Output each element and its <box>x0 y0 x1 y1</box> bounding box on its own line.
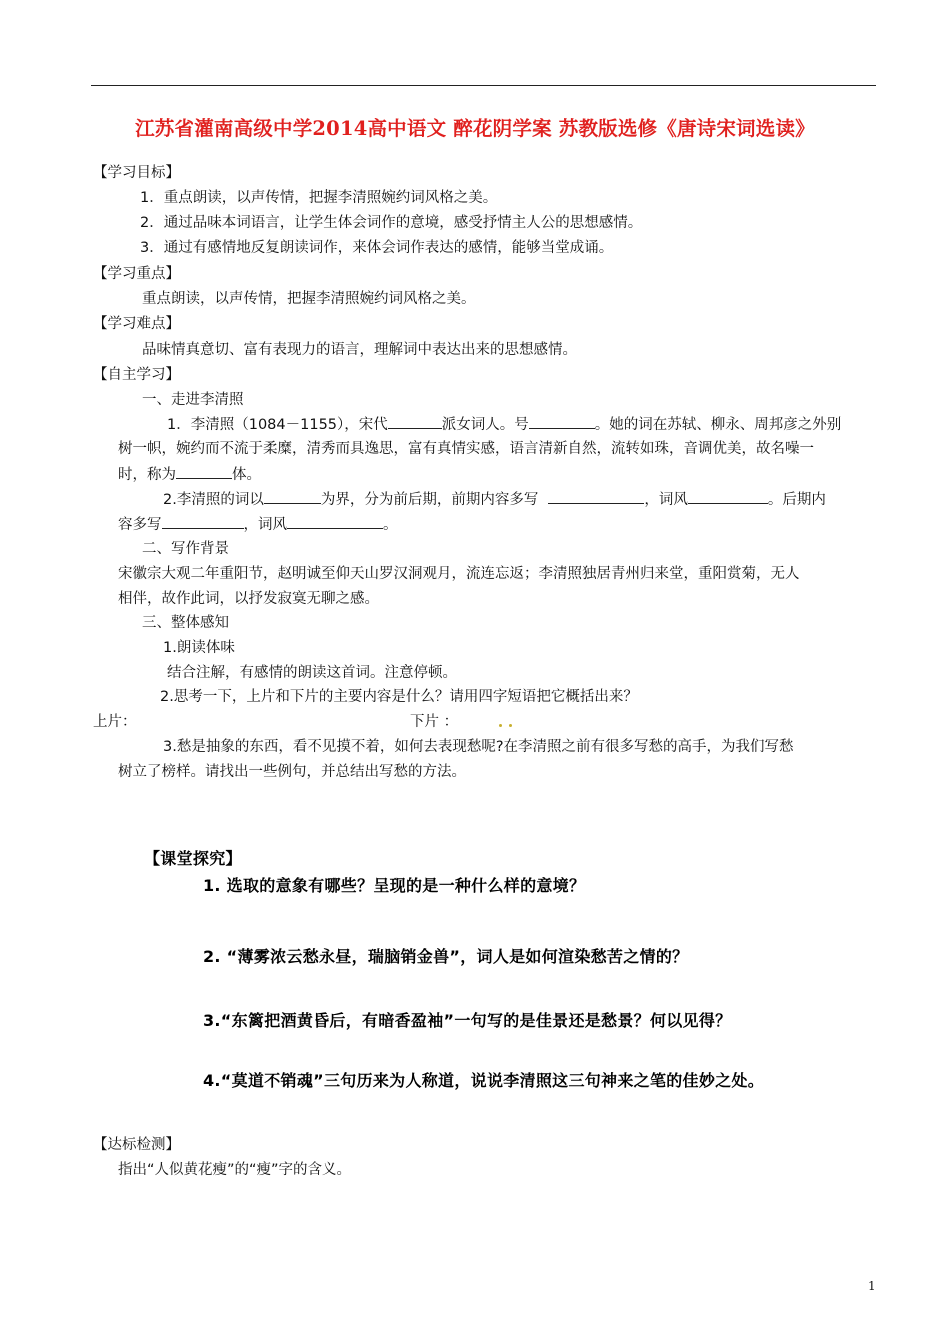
goal-item-2: 2．通过品味本词语言，让学生体会词作的意境，感受抒情主人公的思想感情。 <box>140 215 643 231</box>
blank-dividing-event[interactable] <box>264 489 321 504</box>
check-heading: 【达标检测】 <box>93 1137 180 1153</box>
page-number: 1 <box>868 1279 876 1293</box>
blank-pen-name[interactable] <box>529 414 595 429</box>
explore-item-2: 2. “薄雾浓云愁永昼，瑞脑销金兽”，词人是如何渲染愁苦之情的？ <box>203 947 689 966</box>
goals-heading: 【学习目标】 <box>93 165 180 181</box>
explore-item-3: 3.“东篱把酒黄昏后，有暗香盈袖”一句写的是佳景还是愁景？何以见得？ <box>203 1011 732 1030</box>
question-1-line-2: 树一帜，婉约而不流于柔糜，清秀而具逸思，富有真情实感，语言清新自然，流转如珠，音调优美，故名噪一 <box>118 441 814 457</box>
perception-1-text: 结合注解，有感情的朗读这首词。注意停顿。 <box>167 665 457 681</box>
explore-heading: 【课堂探究】 <box>144 849 242 868</box>
question-1-line-1: 1．李清照（1084－1155），宋代 派女词人。号 。她的词在苏轼、柳永、周邦彦之外别 <box>167 414 841 435</box>
section-1-title: 一、走进李清照 <box>142 392 244 408</box>
question-2-line-1: 2.李清照的词以 为界，分为前后期，前期内容多写 ，词风 。后期内 <box>163 489 826 510</box>
explore-item-1: 1. 选取的意象有哪些？呈现的是一种什么样的意境？ <box>203 876 586 895</box>
difficulty-heading: 【学习难点】 <box>93 316 180 332</box>
perception-2-question: 2.思考一下，上片和下片的主要内容是什么？请用四字短语把它概括出来？ <box>160 689 638 705</box>
focus-text: 重点朗读，以声传情，把握李清照婉约词风格之美。 <box>142 291 476 307</box>
explore-item-4: 4.“莫道不销魂”三句历来为人称道，说说李清照这三句神来之笔的佳妙之处。 <box>203 1071 765 1090</box>
background-line-1: 宋徽宗大观二年重阳节，赵明诚至仰天山罗汉洞观月，流连忘返；李清照独居青州归来堂，重阳赏菊，无人 <box>118 566 800 582</box>
scan-speck <box>499 724 502 727</box>
background-line-2: 相伴，故作此词，以抒发寂寞无聊之感。 <box>118 591 379 607</box>
upper-stanza-label: 上片： <box>93 714 137 730</box>
section-2-title: 二、写作背景 <box>142 541 229 557</box>
scan-speck <box>509 724 512 727</box>
perception-3-line-1: 3.愁是抽象的东西，看不见摸不着，如何去表现愁呢?在李清照之前有很多写愁的高手，为我们写愁 <box>163 739 794 755</box>
focus-heading: 【学习重点】 <box>93 266 180 282</box>
blank-late-style[interactable] <box>287 514 383 529</box>
question-1-line-3: 时，称为 体。 <box>118 464 261 485</box>
check-question: 指出“人似黄花瘦”的“瘦”字的含义。 <box>118 1162 352 1178</box>
page-title: 江苏省灌南高级中学2014高中语文 醉花阴学案 苏教版选修《唐诗宋词选读》 <box>135 117 815 140</box>
goal-item-3: 3．通过有感情地反复朗读词作，来体会词作表达的感情，能够当堂成诵。 <box>140 240 614 256</box>
lower-stanza-label: 下片 ： <box>410 714 459 730</box>
question-2-line-2: 容多写 ，词风 。 <box>118 514 398 535</box>
perception-1-title: 1.朗读体味 <box>163 640 235 656</box>
blank-dynasty[interactable] <box>388 414 442 429</box>
header-rule <box>91 85 876 86</box>
goal-item-1: 1．重点朗读，以声传情，把握李清照婉约词风格之美。 <box>140 190 498 206</box>
blank-late-content[interactable] <box>162 514 244 529</box>
perception-3-line-2: 树立了榜样。请找出一些例句，并总结出写愁的方法。 <box>118 764 466 780</box>
blank-early-style[interactable] <box>688 489 768 504</box>
blank-early-content[interactable] <box>548 489 644 504</box>
section-3-title: 三、整体感知 <box>142 615 229 631</box>
self-study-heading: 【自主学习】 <box>93 367 180 383</box>
blank-style-name[interactable] <box>176 464 232 479</box>
difficulty-text: 品味情真意切、富有表现力的语言，理解词中表达出来的思想感情。 <box>142 342 577 358</box>
